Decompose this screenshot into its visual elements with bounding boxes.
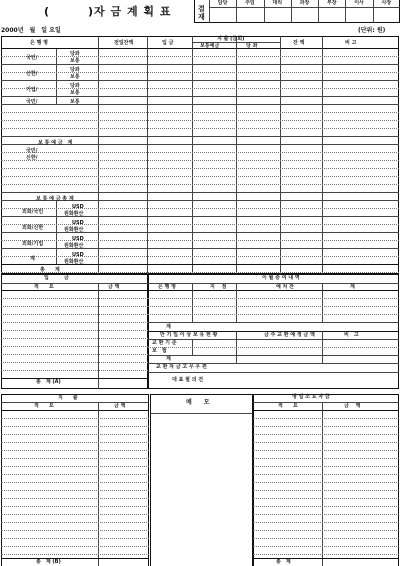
signature-cell[interactable] [291, 8, 318, 23]
grid-line [1, 80, 399, 81]
grid-line [253, 434, 399, 435]
fund-col: 계 [350, 284, 355, 290]
bank-name: 신한/ [26, 71, 38, 77]
bank-sub: 당좌 [70, 67, 80, 73]
grid-line [1, 378, 148, 379]
grid-line [1, 306, 148, 307]
bank-sub: 당좌 [70, 51, 80, 57]
grid-line [1, 322, 148, 323]
grid-line [253, 410, 399, 411]
grid-line [253, 522, 399, 523]
col-header-note: 비 고 [345, 40, 357, 46]
fx-bank-name: 외화/신한 [22, 225, 44, 231]
title-paren: ( [44, 5, 50, 18]
grid-line [148, 322, 399, 323]
grid-line [1, 248, 399, 249]
signature-cell[interactable] [318, 8, 345, 23]
grid-line [148, 306, 399, 307]
memo-divider [150, 413, 253, 414]
grid-line [1, 418, 149, 419]
grid-line [148, 347, 399, 348]
deposit-total-label: 보 통 예 금 계 [38, 140, 73, 146]
approval-label: 결재 [198, 5, 205, 21]
bank-sub: 보통 [70, 90, 80, 96]
grid-line [1, 530, 149, 531]
grid-line [1, 256, 399, 257]
grid-line [1, 168, 399, 169]
grid-line [1, 522, 149, 523]
grid-line [148, 339, 399, 340]
grid-line [253, 546, 399, 547]
memo-box [150, 394, 253, 566]
grid-line [253, 514, 399, 515]
grid-line [253, 506, 399, 507]
grid-line [236, 283, 237, 323]
signature-cell[interactable] [209, 8, 236, 23]
grid-line [1, 160, 399, 161]
approval-col-label: 사장 [381, 0, 392, 6]
fund-row: 교 환 기 준 [152, 340, 177, 346]
grid-line [148, 372, 399, 373]
fund-misc: 대 표 필 의 견 [172, 377, 204, 383]
bank-name: 기업/ [26, 87, 38, 93]
grid-line [1, 290, 148, 291]
col-header-bank: 은 행 명 [30, 40, 48, 46]
grid-line [253, 558, 399, 559]
approval-col-label: 대리 [272, 0, 283, 6]
fx-bank-name: 외화/국민 [22, 209, 44, 215]
fund-col2: 비 고 [344, 332, 359, 338]
page-title: )자 금 계 획 표 [88, 5, 172, 18]
grid-line [253, 458, 399, 459]
next-day-col-amount: 금 액 [344, 403, 361, 409]
fund-detail-title: 이 월 증 여 내 역 [262, 275, 300, 281]
grid-line [1, 240, 399, 241]
fx-sub: USD [72, 204, 84, 210]
grid-line [1, 538, 149, 539]
grid-line [253, 554, 399, 555]
grid-line [1, 442, 149, 443]
grid-line [148, 355, 399, 356]
grid-line [253, 426, 399, 427]
fund-row: 보 험 [152, 348, 167, 354]
approval-col-label: 부장 [326, 0, 337, 6]
grid-line [253, 450, 399, 451]
col-header-withdraw-sub2: 당 좌 [246, 43, 258, 49]
grid-line [253, 538, 399, 539]
grid-line [1, 272, 399, 273]
expense-col-amount: 금 액 [114, 403, 126, 409]
grid-line [1, 128, 399, 129]
approval-col-label: 이사 [354, 0, 364, 6]
bank-sub: 보통 [70, 74, 80, 80]
grid-line [148, 331, 399, 332]
expense-total: 총 계 (B) [36, 559, 61, 565]
grid-line [1, 558, 149, 559]
grid-line [253, 402, 399, 403]
grid-line [1, 314, 148, 315]
grid-line [1, 362, 148, 363]
signature-cell[interactable] [345, 8, 372, 23]
next-day-title: 명 일 소 요 자 금 [292, 394, 330, 400]
fx-bank-name: 계 [30, 256, 35, 262]
memo-title: 메 모 [186, 399, 210, 406]
next-day-col-desc: 적 요 [278, 403, 298, 409]
grid-line [1, 458, 149, 459]
grid-line [253, 498, 399, 499]
income-col-desc: 적 요 [34, 284, 54, 290]
grid-line [1, 298, 148, 299]
grid-line [148, 298, 399, 299]
signature-cell[interactable] [236, 8, 263, 23]
grid-line [1, 192, 399, 193]
grid-line [148, 363, 399, 364]
grid-line [322, 283, 323, 323]
grid-line [148, 314, 399, 315]
grid-line [1, 208, 399, 209]
fund-col: 예 치 잔 [276, 284, 294, 290]
next-day-box [253, 394, 399, 566]
grid-line [1, 482, 149, 483]
fund-misc: 교 환 자 금 고 무 우 편 [156, 364, 207, 370]
col-header-withdraw: 지 출 (금회) [217, 36, 245, 42]
col-header-withdraw-sub1: 보통예금 [200, 43, 220, 49]
fx-sub: 원화환산 [64, 227, 84, 233]
grid-line [148, 290, 399, 291]
grand-total-label: 총 계 [40, 267, 60, 273]
income-total: 총 계 (A) [36, 379, 61, 385]
fund-subtotal: 계 [166, 324, 171, 330]
grid-line [1, 370, 148, 371]
expense-col-desc: 적 요 [34, 403, 54, 409]
grid-line [1, 264, 399, 265]
grid-line [1, 88, 399, 89]
grid-line [1, 330, 148, 331]
fx-sub: USD [72, 252, 84, 258]
grid-line [148, 283, 399, 284]
grid-line [1, 283, 148, 284]
grid-line [1, 546, 149, 547]
grid-line [1, 120, 399, 121]
grid-line [253, 530, 399, 531]
grid-line [1, 104, 399, 105]
grid-line [1, 56, 399, 57]
grid-line [253, 442, 399, 443]
income-col-amount: 금 액 [108, 284, 120, 290]
fund-total: 계 [166, 356, 171, 362]
fx-sub: 원화환산 [64, 243, 84, 249]
grid-line [253, 490, 399, 491]
bank-name: 국민/ [26, 55, 38, 61]
grid-line [1, 402, 149, 403]
fx-bank-name: 외화/기업 [22, 241, 44, 247]
grid-line [1, 136, 399, 137]
approval-col-label: 과장 [299, 0, 310, 6]
grid-line [1, 410, 149, 411]
grid-line [253, 466, 399, 467]
bank-sub: 보통 [70, 58, 80, 64]
grid-line [1, 338, 148, 339]
col-header-deposit: 입 금 [162, 40, 174, 46]
unit-label: (단위: 원) [358, 27, 386, 34]
approval-col-label: 주임 [245, 0, 255, 6]
bank2-name: 신한/ [26, 155, 38, 161]
fund-col: 은 행 명 [158, 284, 176, 290]
fx-sub: USD [72, 236, 84, 242]
fx-sub: USD [72, 220, 84, 226]
bank2-name: 국민/ [26, 148, 38, 154]
grid-line [253, 418, 399, 419]
signature-cell[interactable] [373, 8, 400, 23]
grid-line [253, 482, 399, 483]
col-header-prev-balance: 전일잔액 [114, 40, 134, 46]
income-title: 입 금 [44, 275, 69, 281]
savings-total-label: 보 통 예 금 총 계 [36, 196, 74, 202]
grid-line [1, 450, 149, 451]
grid-line [1, 490, 149, 491]
fx-sub: 원화환산 [64, 259, 84, 265]
grid-line [253, 474, 399, 475]
fund-col2: 만 기 일 이 상 보 유 현 황 [160, 332, 218, 338]
grid-line [1, 466, 149, 467]
grid-line [192, 283, 193, 323]
fund-col: 지 점 [210, 284, 227, 290]
grid-line [1, 434, 149, 435]
grid-line [1, 346, 148, 347]
bank-name: 국민/ [26, 99, 38, 105]
income-box [1, 274, 148, 389]
grid-line [1, 72, 399, 73]
grid-line [1, 216, 399, 217]
grid-line [1, 506, 149, 507]
grid-line [1, 498, 149, 499]
grid-line [1, 112, 399, 113]
grid-line [1, 232, 399, 233]
date-line: 2000년 월 일 요일 [1, 27, 61, 34]
bank-sub: 보통 [70, 99, 80, 105]
expense-title: 지 출 [58, 395, 78, 401]
grid-line [1, 554, 149, 555]
grid-line [1, 152, 399, 153]
grid-line [1, 176, 399, 177]
grid-line [1, 224, 399, 225]
grid-line [1, 514, 149, 515]
col-header-balance: 잔 액 [293, 40, 305, 46]
bank-sub: 당좌 [70, 83, 80, 89]
signature-cell[interactable] [264, 8, 291, 23]
grid-line [1, 184, 399, 185]
next-day-total: 총 계 [276, 559, 291, 565]
fund-col2: 금 주 교 환 예 정 금 액 [264, 332, 315, 338]
grid-line [1, 64, 399, 65]
expense-box [1, 394, 149, 566]
fx-sub: 원화환산 [64, 211, 84, 217]
grid-line [1, 426, 149, 427]
grid-line [1, 96, 399, 97]
grid-line [1, 354, 148, 355]
grid-line [1, 474, 149, 475]
approval-col-label: 담당 [217, 0, 228, 6]
